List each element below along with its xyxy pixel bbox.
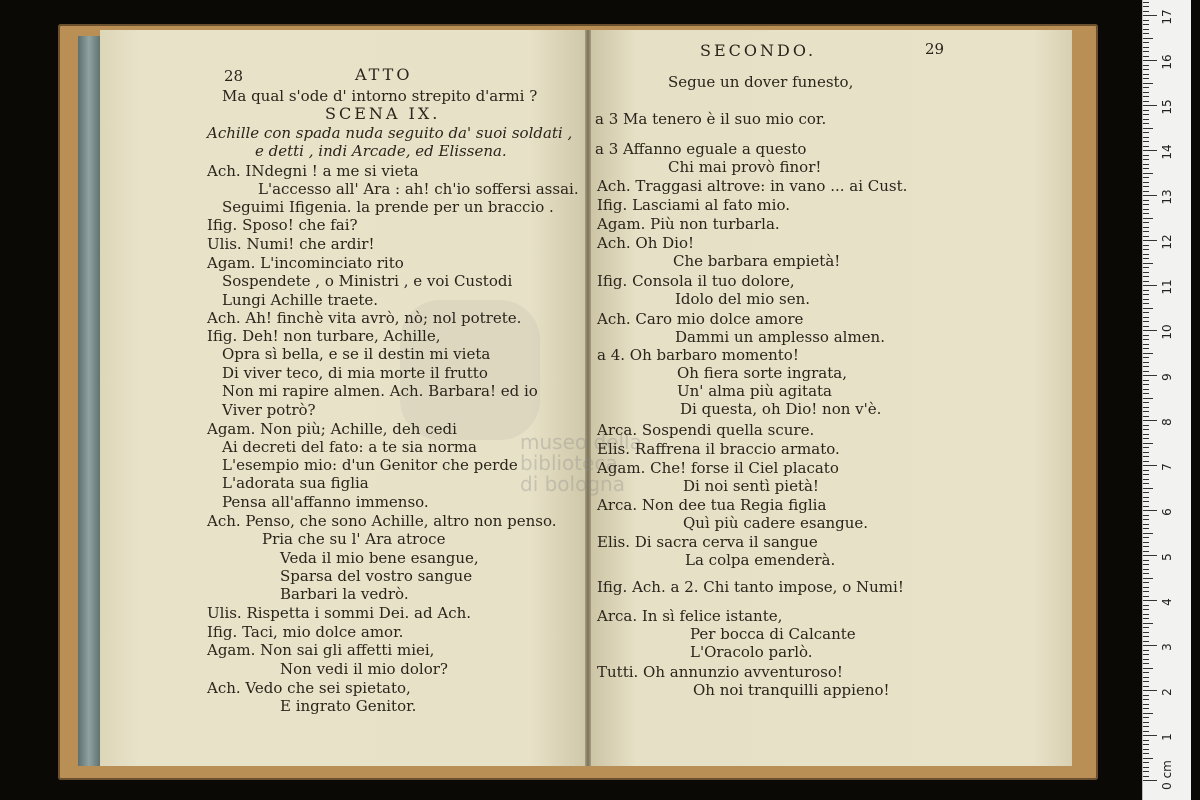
text-line: Di noi sentì pietà! xyxy=(683,477,819,495)
ruler-tick xyxy=(1143,375,1157,376)
ruler-tick xyxy=(1143,461,1149,462)
text-line: Agam. Non sai gli affetti miei, xyxy=(207,641,435,659)
ruler-tick xyxy=(1143,776,1149,777)
ruler-tick xyxy=(1143,492,1149,493)
text-line: Pria che su l' Ara atroce xyxy=(262,530,446,548)
scene-heading: SCENA IX. xyxy=(325,104,441,123)
ruler-tick xyxy=(1143,686,1149,687)
ruler-tick xyxy=(1143,191,1149,192)
ruler-tick xyxy=(1143,240,1157,241)
ruler-number: 17 xyxy=(1160,9,1174,25)
ruler-tick xyxy=(1143,677,1149,678)
text-line: Ifig. Lasciami al fato mio. xyxy=(597,196,790,214)
text-line: Lungi Achille traete. xyxy=(222,291,379,309)
text-line: Ach. Penso, che sono Achille, altro non penso. xyxy=(207,512,557,530)
ruler-tick xyxy=(1143,735,1157,736)
ruler-tick xyxy=(1143,699,1149,700)
ruler-tick xyxy=(1143,164,1149,165)
ruler-tick xyxy=(1143,659,1149,660)
text-line: L'Oracolo parlò. xyxy=(690,643,813,661)
ruler-tick xyxy=(1143,569,1149,570)
ruler-tick xyxy=(1143,614,1149,615)
ruler-tick xyxy=(1143,722,1149,723)
text-line: Seguimi Ifigenia. la prende per un braccio . xyxy=(222,198,554,216)
ruler-tick xyxy=(1143,411,1149,412)
ruler-tick xyxy=(1143,474,1149,475)
ruler-tick xyxy=(1143,245,1149,246)
ruler-tick xyxy=(1143,695,1149,696)
ruler-tick xyxy=(1143,69,1149,70)
ruler-tick xyxy=(1143,263,1153,264)
ruler-tick xyxy=(1143,344,1149,345)
text-line: Barbari la vedrò. xyxy=(280,585,409,603)
text-line: a 4. Oh barbaro momento! xyxy=(597,346,799,364)
ruler-tick xyxy=(1143,533,1153,534)
text-line: Ach. Caro mio dolce amore xyxy=(597,310,804,328)
watermark-line: di bologna xyxy=(520,472,625,496)
text-line: Di questa, oh Dio! non v'è. xyxy=(680,400,882,418)
ruler-tick xyxy=(1143,146,1149,147)
text-line: Per bocca di Calcante xyxy=(690,625,856,643)
ruler-tick xyxy=(1143,362,1149,363)
ruler-tick xyxy=(1143,708,1149,709)
ruler-tick xyxy=(1143,416,1149,417)
ruler-tick xyxy=(1143,515,1149,516)
ruler-tick xyxy=(1143,209,1149,210)
ruler-tick xyxy=(1143,303,1149,304)
text-line: L'esempio mio: d'un Genitor che perde xyxy=(222,456,518,474)
text-line: Agam. Non più; Achille, deh cedi xyxy=(207,420,457,438)
ruler-tick xyxy=(1143,609,1149,610)
ruler-tick xyxy=(1143,596,1149,597)
ruler-tick xyxy=(1143,758,1153,759)
ruler-tick xyxy=(1143,546,1149,547)
text-line: Oh fiera sorte ingrata, xyxy=(677,364,847,382)
ruler-tick xyxy=(1143,87,1149,88)
ruler-unit-label: 0 cm xyxy=(1160,760,1174,790)
text-line: Segue un dover funesto, xyxy=(668,73,854,91)
ruler-tick xyxy=(1143,204,1149,205)
text-line: Agam. Più non turbarla. xyxy=(597,215,780,233)
ruler-tick xyxy=(1143,155,1149,156)
ruler-tick xyxy=(1143,357,1149,358)
ruler-tick xyxy=(1143,272,1149,273)
ruler-tick xyxy=(1143,186,1149,187)
ruler-number: 5 xyxy=(1160,553,1174,561)
ruler-tick xyxy=(1143,380,1149,381)
ruler-tick xyxy=(1143,6,1149,7)
ruler-tick xyxy=(1143,510,1157,511)
text-line: Sparsa del vostro sangue xyxy=(280,567,473,585)
ruler-tick xyxy=(1143,438,1149,439)
ruler-tick xyxy=(1143,182,1149,183)
stage-direction: e detti , indi Arcade, ed Elissena. xyxy=(255,142,507,160)
ruler-tick xyxy=(1143,236,1149,237)
text-line: L'accesso all' Ara : ah! ch'io soffersi assai. xyxy=(258,180,579,198)
ruler-tick xyxy=(1143,704,1149,705)
ruler-tick xyxy=(1143,29,1149,30)
running-head: SECONDO. xyxy=(700,41,817,60)
ruler-tick xyxy=(1143,114,1149,115)
ruler-tick xyxy=(1143,38,1153,39)
text-line: Pensa all'affanno immenso. xyxy=(222,493,429,511)
watermark-line: museo della xyxy=(520,430,642,454)
ruler-tick xyxy=(1143,632,1149,633)
text-line: Tutti. Oh annunzio avventuroso! xyxy=(597,663,843,681)
ruler-tick xyxy=(1143,551,1149,552)
ruler-tick xyxy=(1143,384,1149,385)
ruler-tick xyxy=(1143,528,1149,529)
ruler-tick xyxy=(1143,767,1149,768)
ruler-tick xyxy=(1143,78,1149,79)
ruler-tick xyxy=(1143,339,1149,340)
ruler-tick xyxy=(1143,717,1149,718)
ruler-number: 11 xyxy=(1160,279,1174,295)
text-line: Elis. Di sacra cerva il sangue xyxy=(597,533,818,551)
ruler-tick xyxy=(1143,749,1149,750)
ruler-tick xyxy=(1143,663,1149,664)
ruler-tick xyxy=(1143,627,1149,628)
ruler-tick xyxy=(1143,312,1149,313)
ruler-tick xyxy=(1143,429,1149,430)
ruler-tick xyxy=(1143,249,1149,250)
ruler-tick xyxy=(1143,254,1149,255)
text-line: Dammi un amplesso almen. xyxy=(675,328,885,346)
text-line: Veda il mio bene esangue, xyxy=(280,549,479,567)
ruler-tick xyxy=(1143,578,1153,579)
ruler-tick xyxy=(1143,231,1149,232)
book-gutter xyxy=(585,30,591,766)
ruler-tick xyxy=(1143,713,1153,714)
ruler-tick xyxy=(1143,308,1153,309)
text-line: Agam. Che! forse il Ciel placato xyxy=(597,459,839,477)
ruler-number: 13 xyxy=(1160,189,1174,205)
ruler-tick xyxy=(1143,33,1149,34)
ruler-number: 8 xyxy=(1160,418,1174,426)
ruler-tick xyxy=(1143,555,1157,556)
ruler-tick xyxy=(1143,348,1149,349)
ruler-tick xyxy=(1143,105,1157,106)
ruler-tick xyxy=(1143,537,1149,538)
ruler-tick xyxy=(1143,740,1149,741)
ruler-tick xyxy=(1143,227,1149,228)
watermark-line: biblioteca xyxy=(520,451,618,475)
text-line: Opra sì bella, e se il destin mi vieta xyxy=(222,345,491,363)
ruler-tick xyxy=(1143,690,1157,691)
ruler-tick xyxy=(1143,15,1157,16)
ruler-number: 4 xyxy=(1160,598,1174,606)
ruler-tick xyxy=(1143,434,1149,435)
ruler-tick xyxy=(1143,425,1149,426)
stage-direction: Achille con spada nuda seguito da' suoi soldati , xyxy=(207,124,573,142)
ruler-tick xyxy=(1143,587,1149,588)
ruler-number: 2 xyxy=(1160,688,1174,696)
ruler-tick xyxy=(1143,753,1149,754)
ruler-tick xyxy=(1143,654,1149,655)
text-line: Arca. Sospendi quella scure. xyxy=(597,421,815,439)
text-line: L'adorata sua figlia xyxy=(222,474,369,492)
ruler-tick xyxy=(1143,200,1149,201)
ruler-tick xyxy=(1143,326,1149,327)
ruler-tick xyxy=(1143,299,1149,300)
ruler-tick xyxy=(1143,20,1149,21)
text-line: Non vedi il mio dolor? xyxy=(280,660,448,678)
text-line: Ach. Traggasi altrove: in vano ... ai Cust. xyxy=(597,177,908,195)
ruler-tick xyxy=(1143,398,1153,399)
ruler-tick xyxy=(1143,366,1149,367)
running-head: ATTO xyxy=(355,65,413,84)
ruler-tick xyxy=(1143,479,1149,480)
ruler-tick xyxy=(1143,605,1149,606)
ruler-number: 14 xyxy=(1160,144,1174,160)
ruler-tick xyxy=(1143,672,1149,673)
text-line: Ach. Oh Dio! xyxy=(597,234,695,252)
text-line: Ifig. Taci, mio dolce amor. xyxy=(207,623,404,641)
ruler-tick xyxy=(1143,132,1149,133)
ruler-tick xyxy=(1143,110,1149,111)
text-line: Ifig. Sposo! che fai? xyxy=(207,216,358,234)
ruler-tick xyxy=(1143,330,1157,331)
ruler-number: 7 xyxy=(1160,463,1174,471)
ruler-tick xyxy=(1143,618,1149,619)
ruler-tick xyxy=(1143,393,1149,394)
text-line: Ifig. Consola il tuo dolore, xyxy=(597,272,795,290)
ruler-tick xyxy=(1143,222,1149,223)
text-line: Sospendete , o Ministri , e voi Custodi xyxy=(222,272,513,290)
ruler-tick xyxy=(1143,281,1149,282)
text-line: Chi mai provò finor! xyxy=(668,158,822,176)
ruler-tick xyxy=(1143,447,1149,448)
ruler-tick xyxy=(1143,83,1153,84)
ruler-tick xyxy=(1143,668,1153,669)
ruler-number: 15 xyxy=(1160,99,1174,115)
text-line: Ach. Ah! finchè vita avrò, nò; nol potrete. xyxy=(207,309,522,327)
ruler-tick xyxy=(1143,101,1149,102)
text-line: Quì più cadere esangue. xyxy=(683,514,869,532)
ruler-tick xyxy=(1143,258,1149,259)
ruler-tick xyxy=(1143,159,1149,160)
ruler-tick xyxy=(1143,285,1157,286)
ruler-tick xyxy=(1143,488,1153,489)
ruler-tick xyxy=(1143,317,1149,318)
ruler-tick xyxy=(1143,582,1149,583)
text-line: Di viver teco, di mia morte il frutto xyxy=(222,364,488,382)
ruler-tick xyxy=(1143,524,1149,525)
ruler-number: 3 xyxy=(1160,643,1174,651)
ruler-tick xyxy=(1143,128,1153,129)
ruler-tick xyxy=(1143,420,1157,421)
ruler-tick xyxy=(1143,294,1149,295)
ruler-number: 9 xyxy=(1160,373,1174,381)
measuring-ruler xyxy=(1142,0,1191,800)
ruler-tick xyxy=(1143,465,1157,466)
text-line: Ach. Vedo che sei spietato, xyxy=(207,679,411,697)
text-line: Elis. Raffrena il braccio armato. xyxy=(597,440,840,458)
text-line: Ifig. Ach. a 2. Chi tanto impose, o Numi! xyxy=(597,578,904,596)
text-line: Ma qual s'ode d' intorno strepito d'armi ? xyxy=(222,87,538,105)
ruler-tick xyxy=(1143,24,1149,25)
ruler-tick xyxy=(1143,218,1153,219)
text-line: Non mi rapire almen. Ach. Barbara! ed io xyxy=(222,382,538,400)
ruler-tick xyxy=(1143,542,1149,543)
ruler-tick xyxy=(1143,353,1153,354)
ruler-tick xyxy=(1143,60,1157,61)
text-line: Oh noi tranquilli appieno! xyxy=(693,681,890,699)
text-line: Viver potrò? xyxy=(222,401,316,419)
ruler-tick xyxy=(1143,150,1157,151)
ruler-tick xyxy=(1143,2,1149,3)
ruler-tick xyxy=(1143,92,1149,93)
ruler-tick xyxy=(1143,321,1149,322)
ruler-tick xyxy=(1143,650,1149,651)
text-line: La colpa emenderà. xyxy=(685,551,836,569)
ruler-number: 6 xyxy=(1160,508,1174,516)
ruler-tick xyxy=(1143,267,1149,268)
page-number: 29 xyxy=(925,40,945,58)
text-line: Ulis. Rispetta i sommi Dei. ad Ach. xyxy=(207,604,472,622)
text-line: a 3 Affanno eguale a questo xyxy=(595,140,807,158)
page-number: 28 xyxy=(224,67,244,85)
ruler-tick xyxy=(1143,645,1157,646)
text-line: Arca. In sì felice istante, xyxy=(597,607,783,625)
ruler-number: 16 xyxy=(1160,54,1174,70)
ruler-tick xyxy=(1143,335,1149,336)
text-line: Che barbara empietà! xyxy=(673,252,841,270)
ruler-tick xyxy=(1143,681,1149,682)
ruler-tick xyxy=(1143,452,1149,453)
ruler-tick xyxy=(1143,636,1149,637)
ruler-number: 12 xyxy=(1160,234,1174,250)
ruler-tick xyxy=(1143,564,1149,565)
ruler-tick xyxy=(1143,726,1149,727)
ruler-tick xyxy=(1143,407,1149,408)
ruler-tick xyxy=(1143,519,1149,520)
ruler-tick xyxy=(1143,560,1149,561)
ruler-tick xyxy=(1143,290,1149,291)
ruler-tick xyxy=(1143,497,1149,498)
ruler-tick xyxy=(1143,168,1149,169)
ruler-tick xyxy=(1143,11,1149,12)
ruler-tick xyxy=(1143,56,1149,57)
ruler-tick xyxy=(1143,780,1157,781)
ruler-tick xyxy=(1143,51,1149,52)
ruler-tick xyxy=(1143,74,1149,75)
ruler-number: 10 xyxy=(1160,324,1174,340)
text-line: Ulis. Numi! che ardir! xyxy=(207,235,375,253)
ruler-tick xyxy=(1143,123,1149,124)
ruler-tick xyxy=(1143,177,1149,178)
ruler-tick xyxy=(1143,137,1149,138)
ruler-tick xyxy=(1143,213,1149,214)
ruler-tick xyxy=(1143,771,1149,772)
ruler-tick xyxy=(1143,96,1149,97)
spine-tape xyxy=(78,36,100,766)
ruler-tick xyxy=(1143,195,1157,196)
text-line: Ach. INdegni ! a me si vieta xyxy=(207,162,419,180)
ruler-tick xyxy=(1143,591,1149,592)
ruler-tick xyxy=(1143,501,1149,502)
ruler-tick xyxy=(1143,731,1149,732)
text-line: Agam. L'incominciato rito xyxy=(207,254,404,272)
text-line: a 3 Ma tenero è il suo mio cor. xyxy=(595,110,827,128)
text-line: Ifig. Deh! non turbare, Achille, xyxy=(207,327,441,345)
ruler-tick xyxy=(1143,470,1149,471)
ruler-tick xyxy=(1143,402,1149,403)
ruler-tick xyxy=(1143,389,1149,390)
ruler-number: 1 xyxy=(1160,733,1174,741)
ruler-tick xyxy=(1143,119,1149,120)
ruler-tick xyxy=(1143,371,1149,372)
ruler-tick xyxy=(1143,47,1149,48)
ruler-tick xyxy=(1143,456,1149,457)
ruler-tick xyxy=(1143,42,1149,43)
text-line: Un' alma più agitata xyxy=(677,382,832,400)
ruler-tick xyxy=(1143,744,1149,745)
ruler-tick xyxy=(1143,641,1149,642)
ruler-tick xyxy=(1143,506,1149,507)
ruler-tick xyxy=(1143,173,1153,174)
ruler-tick xyxy=(1143,623,1153,624)
text-line: E ingrato Genitor. xyxy=(280,697,417,715)
ruler-tick xyxy=(1143,573,1149,574)
text-line: Idolo del mio sen. xyxy=(675,290,811,308)
ruler-tick xyxy=(1143,141,1149,142)
ruler-tick xyxy=(1143,276,1149,277)
ruler-tick xyxy=(1143,600,1157,601)
ruler-tick xyxy=(1143,483,1149,484)
text-line: Arca. Non dee tua Regia figlia xyxy=(597,496,827,514)
text-line: Ai decreti del fato: a te sia norma xyxy=(222,438,477,456)
ruler-tick xyxy=(1143,65,1149,66)
ruler-tick xyxy=(1143,443,1153,444)
ruler-tick xyxy=(1143,762,1149,763)
